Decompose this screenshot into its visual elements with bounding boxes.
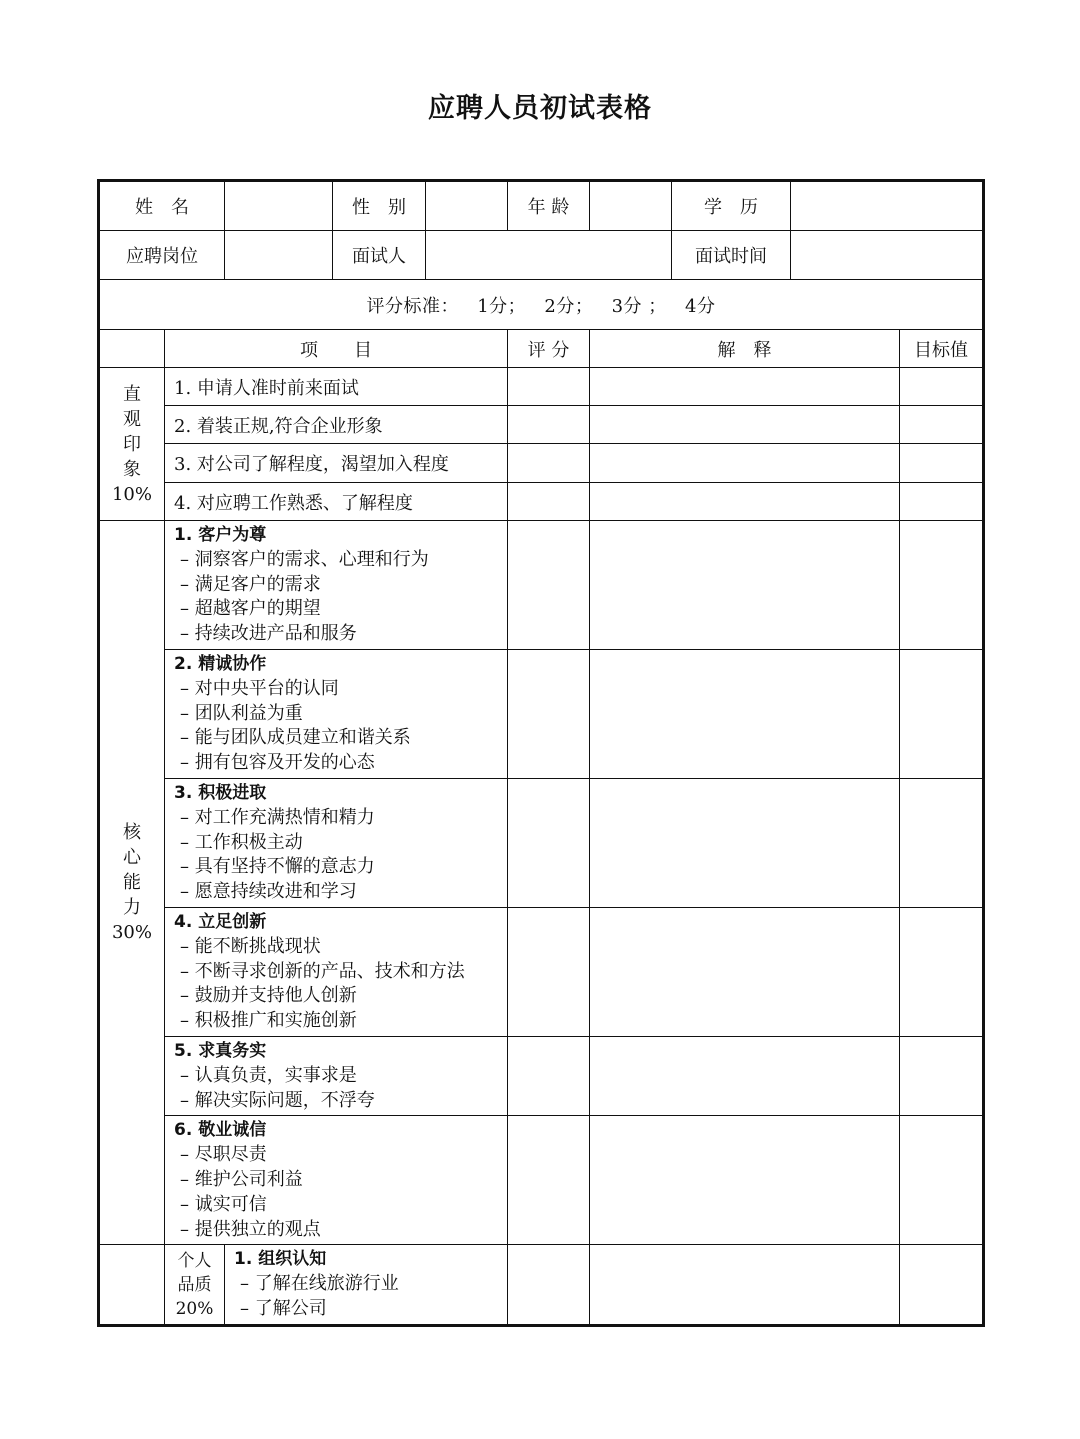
column-header-explain: 解 释 bbox=[590, 330, 900, 368]
competence-sub: – 鼓励并支持他人创新 bbox=[180, 985, 357, 1007]
explain-cell[interactable] bbox=[590, 368, 900, 406]
category-char: 观 bbox=[123, 408, 141, 430]
competence-sub: – 拥有包容及开发的心态 bbox=[180, 752, 375, 774]
table-row bbox=[99, 649, 984, 778]
competence-block bbox=[165, 521, 508, 650]
scoring-criteria bbox=[99, 280, 984, 330]
competence-sub: – 具有坚持不懈的意志力 bbox=[180, 856, 375, 878]
target-cell[interactable] bbox=[900, 406, 984, 444]
basic-info-row-1 bbox=[99, 181, 984, 231]
table-row bbox=[99, 483, 984, 521]
position-label: 应聘岗位 bbox=[99, 231, 225, 280]
table-row bbox=[99, 1036, 984, 1115]
explain-cell[interactable] bbox=[590, 444, 900, 483]
criteria-score-1: 1分； bbox=[477, 295, 527, 317]
table-row bbox=[99, 444, 984, 483]
table-row bbox=[99, 521, 984, 650]
competence-sub: – 积极推广和实施创新 bbox=[180, 1010, 357, 1032]
explain-cell[interactable] bbox=[590, 521, 900, 650]
competence-sub: – 能不断挑战现状 bbox=[180, 935, 321, 957]
category-char: 能 bbox=[123, 872, 141, 894]
category-char: 力 bbox=[123, 897, 141, 919]
competence-sub: – 尽职尽责 bbox=[180, 1144, 267, 1166]
category-char: 印 bbox=[123, 433, 141, 455]
table-row bbox=[99, 1116, 984, 1245]
criteria-label: 评分标准： bbox=[366, 295, 459, 317]
competence-block bbox=[225, 1245, 508, 1325]
competence-head: 1. 客户为尊 bbox=[174, 525, 267, 545]
competence-block bbox=[165, 907, 508, 1036]
interview-time-value-cell[interactable] bbox=[791, 231, 984, 280]
score-cell[interactable] bbox=[508, 1036, 590, 1115]
category-weight: 10% bbox=[111, 483, 152, 505]
score-cell[interactable] bbox=[508, 1116, 590, 1245]
competence-head: 4. 立足创新 bbox=[174, 911, 267, 932]
table-row bbox=[99, 368, 984, 406]
competence-sub: – 解决实际问题，不浮夸 bbox=[180, 1089, 375, 1111]
target-cell[interactable] bbox=[900, 521, 984, 650]
category-char: 象 bbox=[123, 458, 141, 480]
category-personal-quality bbox=[165, 1245, 225, 1325]
explain-cell[interactable] bbox=[590, 406, 900, 444]
score-cell[interactable] bbox=[508, 444, 590, 483]
competence-sub: – 了解在线旅游行业 bbox=[240, 1273, 399, 1295]
competence-sub: – 了解公司 bbox=[240, 1297, 327, 1319]
explain-cell[interactable] bbox=[590, 483, 900, 521]
competence-sub: – 能与团队成员建立和谐关系 bbox=[180, 727, 411, 749]
item-text: 4. 对应聘工作熟悉、了解程度 bbox=[165, 483, 508, 521]
competence-sub: – 维护公司利益 bbox=[180, 1168, 303, 1190]
category-char: 核 bbox=[123, 822, 141, 844]
target-cell[interactable] bbox=[900, 1116, 984, 1245]
competence-sub: – 超越客户的期望 bbox=[180, 598, 321, 620]
target-cell[interactable] bbox=[900, 1245, 984, 1325]
competence-head: 3. 积极进取 bbox=[174, 782, 267, 803]
competence-head: 2. 精诚协作 bbox=[174, 653, 267, 674]
category-char: 心 bbox=[123, 847, 141, 869]
competence-block bbox=[165, 1116, 508, 1245]
score-cell[interactable] bbox=[508, 483, 590, 521]
age-value-cell[interactable] bbox=[590, 181, 672, 231]
explain-cell[interactable] bbox=[590, 778, 900, 907]
position-value-cell[interactable] bbox=[225, 231, 333, 280]
criteria-score-3: 3分 ； bbox=[611, 295, 667, 317]
name-value-cell[interactable] bbox=[225, 181, 333, 231]
score-cell[interactable] bbox=[508, 1245, 590, 1325]
competence-sub: – 工作积极主动 bbox=[180, 831, 303, 853]
gender-value-cell[interactable] bbox=[426, 181, 508, 231]
criteria-score-2: 2分； bbox=[544, 295, 594, 317]
interviewer-value-cell[interactable] bbox=[426, 231, 672, 280]
explain-cell[interactable] bbox=[590, 1116, 900, 1245]
education-label: 学 历 bbox=[672, 181, 791, 231]
competence-block bbox=[165, 778, 508, 907]
scoring-criteria-row bbox=[99, 280, 984, 330]
target-cell[interactable] bbox=[900, 368, 984, 406]
category-line: 品质 bbox=[177, 1274, 212, 1295]
competence-block bbox=[165, 649, 508, 778]
competence-sub: – 洞察客户的需求、心理和行为 bbox=[180, 548, 429, 570]
target-cell[interactable] bbox=[900, 778, 984, 907]
column-header-score: 评 分 bbox=[508, 330, 590, 368]
explain-cell[interactable] bbox=[590, 907, 900, 1036]
category-core-competence bbox=[99, 521, 165, 1245]
target-cell[interactable] bbox=[900, 649, 984, 778]
criteria-score-4: 4分 bbox=[685, 295, 716, 317]
explain-cell[interactable] bbox=[590, 649, 900, 778]
category-blank-cell bbox=[99, 1245, 165, 1325]
target-cell[interactable] bbox=[900, 1036, 984, 1115]
column-header-target: 目标值 bbox=[900, 330, 984, 368]
category-weight: 30% bbox=[111, 922, 152, 944]
competence-head: 6. 敬业诚信 bbox=[174, 1120, 267, 1141]
competence-head: 1. 组织认知 bbox=[234, 1249, 327, 1270]
basic-info-row-2 bbox=[99, 231, 984, 280]
table-row bbox=[99, 406, 984, 444]
category-weight: 20% bbox=[175, 1298, 214, 1319]
competence-sub: – 持续改进产品和服务 bbox=[180, 623, 357, 645]
category-char: 直 bbox=[123, 383, 141, 405]
age-label: 年 龄 bbox=[508, 181, 590, 231]
category-line: 个人 bbox=[177, 1250, 212, 1271]
competence-sub: – 对中央平台的认同 bbox=[180, 677, 339, 699]
interview-time-label: 面试时间 bbox=[672, 231, 791, 280]
page-title: 应聘人员初试表格 bbox=[428, 93, 652, 124]
interviewer-label: 面试人 bbox=[333, 231, 426, 280]
score-cell[interactable] bbox=[508, 778, 590, 907]
competence-sub: – 提供独立的观点 bbox=[180, 1218, 321, 1240]
table-row bbox=[99, 907, 984, 1036]
competence-sub: – 团队利益为重 bbox=[180, 702, 303, 724]
competence-sub: – 对工作充满热情和精力 bbox=[180, 806, 375, 828]
competence-head: 5. 求真务实 bbox=[174, 1040, 267, 1061]
table-row bbox=[99, 1245, 984, 1325]
interview-form-table bbox=[97, 179, 985, 1327]
explain-cell[interactable] bbox=[590, 1036, 900, 1115]
table-row bbox=[99, 778, 984, 907]
header-blank-cell bbox=[99, 330, 165, 368]
score-cell[interactable] bbox=[508, 368, 590, 406]
competence-sub: – 不断寻求创新的产品、技术和方法 bbox=[180, 960, 465, 982]
target-cell[interactable] bbox=[900, 907, 984, 1036]
column-header-item: 项 目 bbox=[165, 330, 508, 368]
item-text: 1. 申请人准时前来面试 bbox=[165, 368, 508, 406]
item-text: 2. 着装正规,符合企业形象 bbox=[165, 406, 508, 444]
name-label: 姓 名 bbox=[99, 181, 225, 231]
competence-sub: – 诚实可信 bbox=[180, 1193, 267, 1215]
education-value-cell[interactable] bbox=[791, 181, 984, 231]
competence-sub: – 满足客户的需求 bbox=[180, 573, 321, 595]
category-first-impression bbox=[99, 368, 165, 521]
score-cell[interactable] bbox=[508, 907, 590, 1036]
explain-cell[interactable] bbox=[590, 1245, 900, 1325]
score-cell[interactable] bbox=[508, 406, 590, 444]
competence-sub: – 愿意持续改进和学习 bbox=[180, 881, 357, 903]
competence-block bbox=[165, 1036, 508, 1115]
item-text: 3. 对公司了解程度，渴望加入程度 bbox=[165, 444, 508, 483]
target-cell[interactable] bbox=[900, 444, 984, 483]
target-cell[interactable] bbox=[900, 483, 984, 521]
score-cell[interactable] bbox=[508, 649, 590, 778]
score-cell[interactable] bbox=[508, 521, 590, 650]
column-header-row bbox=[99, 330, 984, 368]
gender-label: 性 别 bbox=[333, 181, 426, 231]
competence-sub: – 认真负责，实事求是 bbox=[180, 1064, 357, 1086]
